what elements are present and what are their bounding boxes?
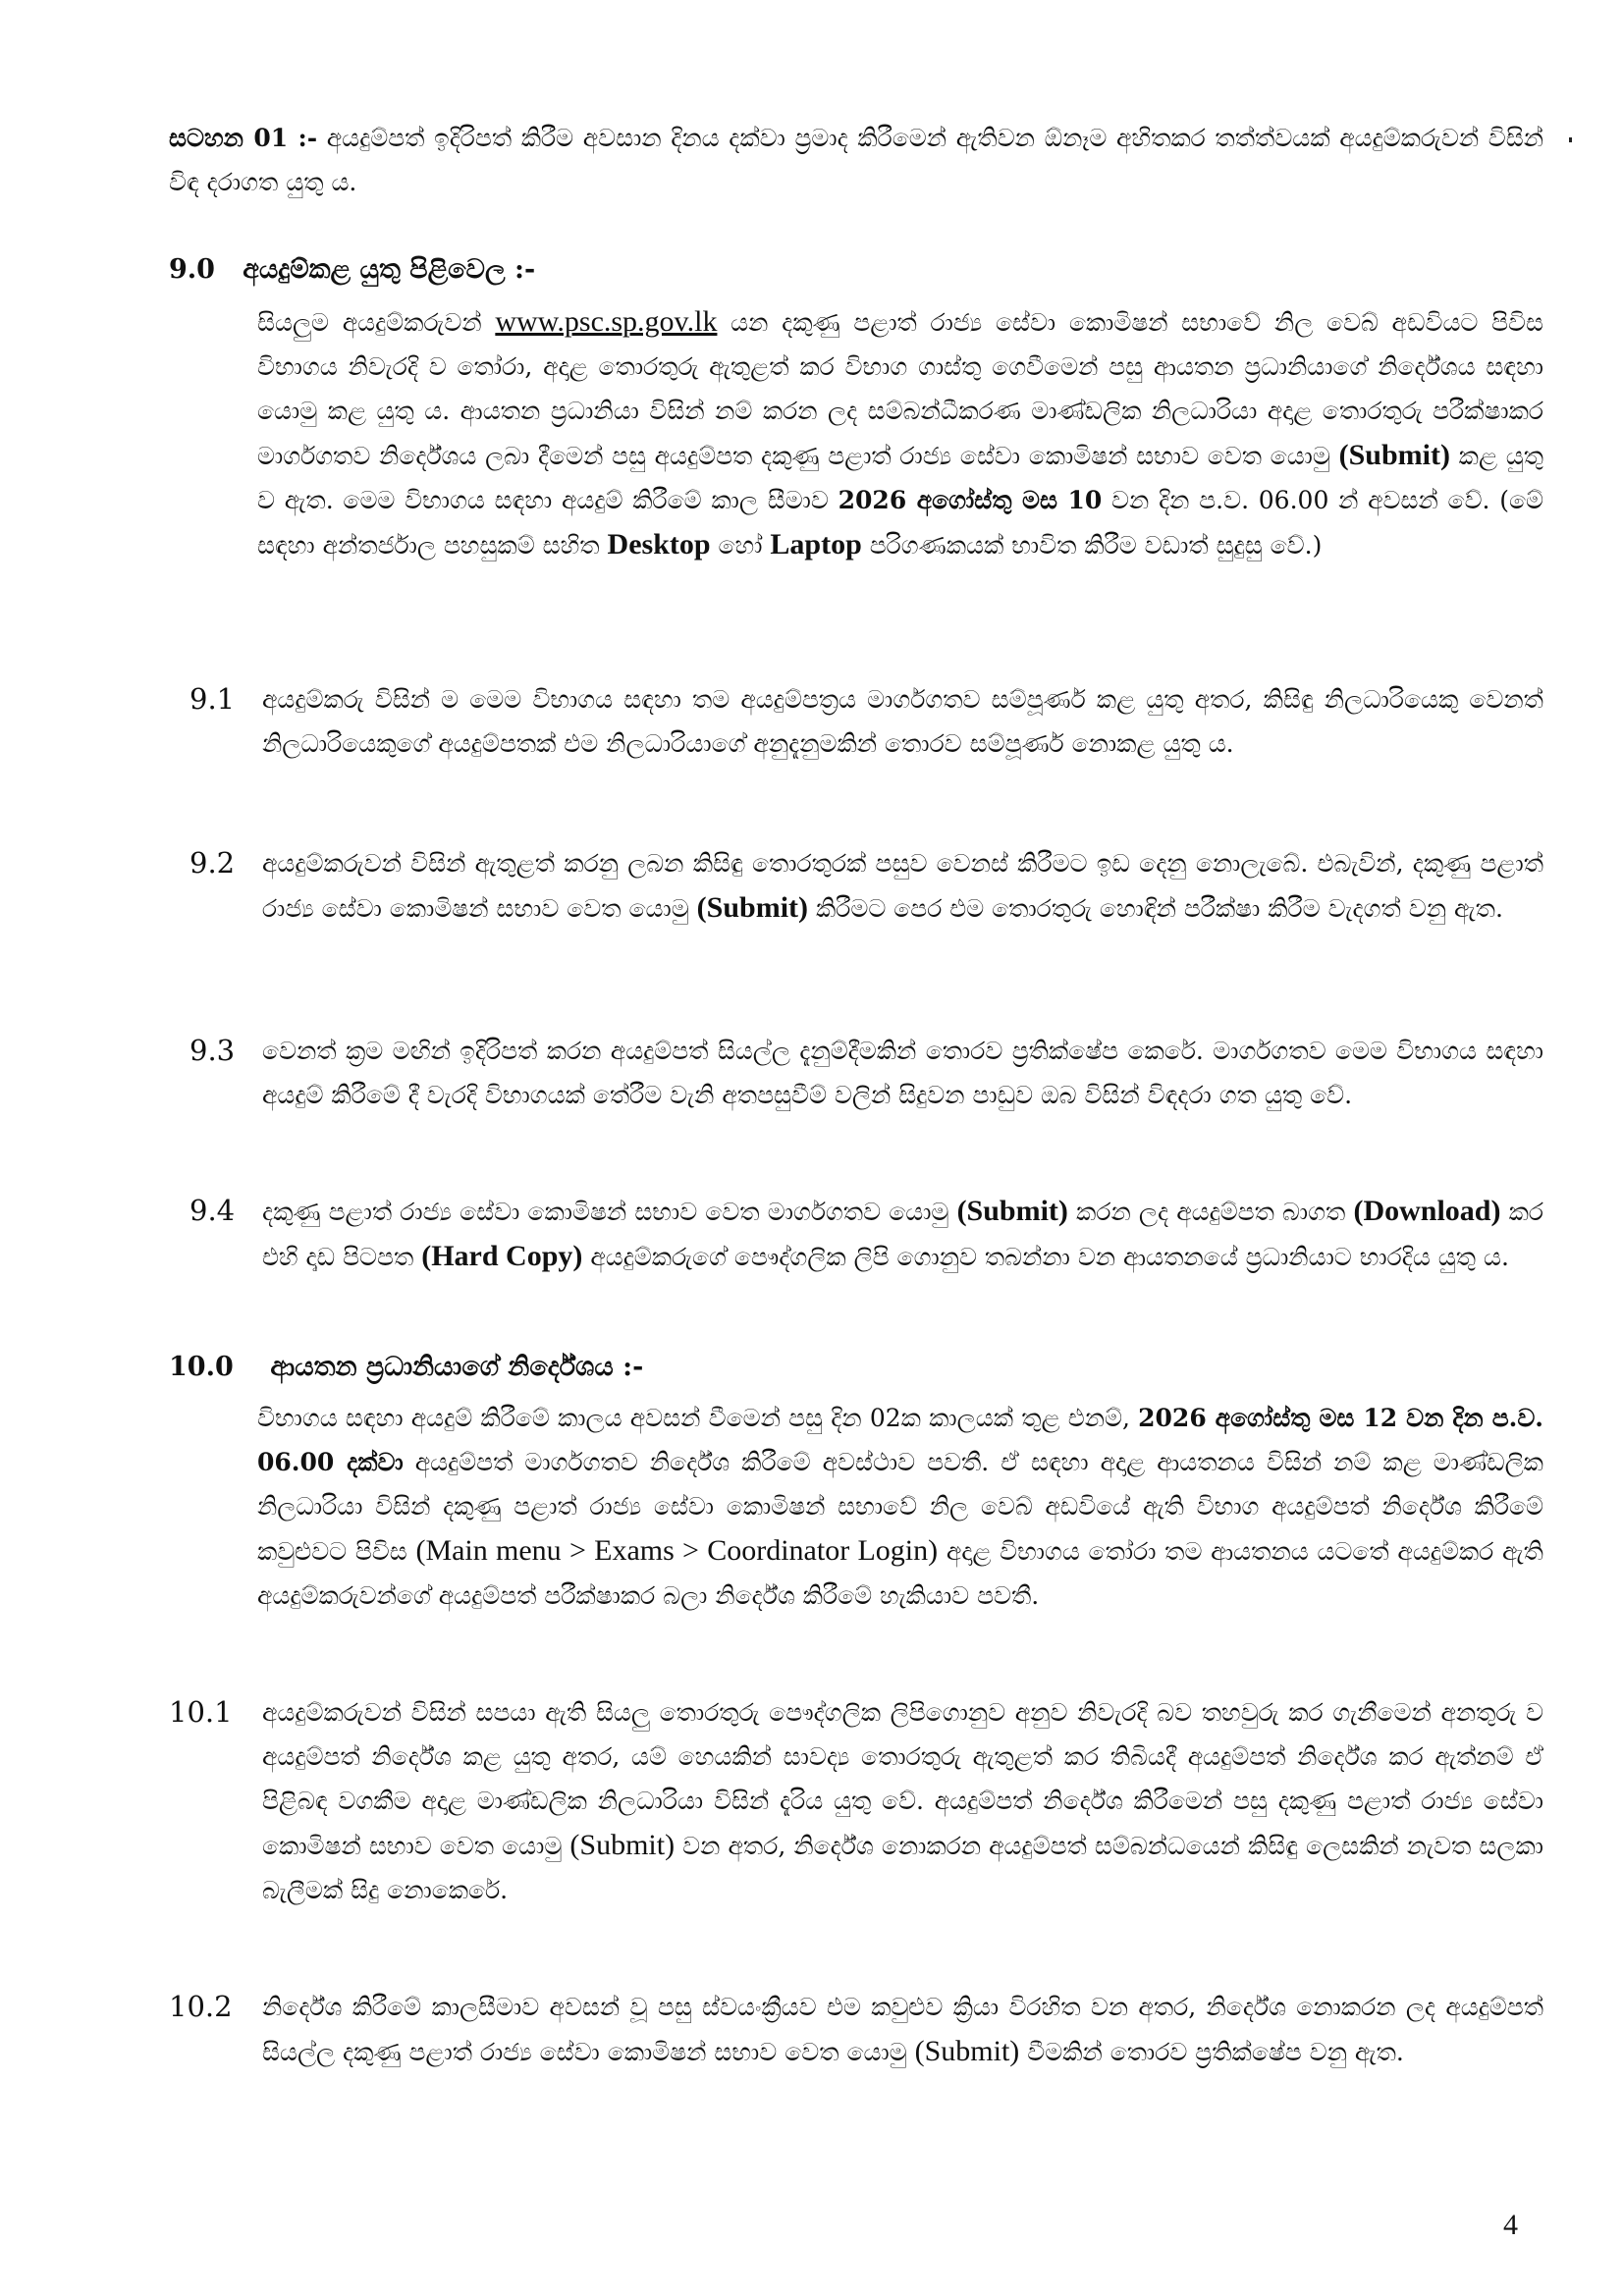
desktop-term: Desktop xyxy=(607,528,711,561)
scan-mark xyxy=(1569,137,1572,142)
section-10-text-1: විභාගය සඳහා අයදුම් කිරීමේ කාලය අවසන් වීමෙන් පසු දින 02ක කාලයක් තුළ එනම්, xyxy=(257,1404,1139,1432)
submit-term: (Submit) xyxy=(914,2035,1020,2067)
section-10-1-text-2: වන අතර, නිර්දේශ නොකරන අයදුම්පත් සම්බන්ධයෙන් කිසිඳු ලෙසකින් නැවත සලකා බැලීමක් සිදු නොකෙරේ. xyxy=(262,1832,1544,1904)
section-9-title: අයදුම්කළ යුතු පිළිවෙල :- xyxy=(243,254,536,285)
section-10-number: 10.0 xyxy=(169,1352,234,1382)
laptop-term: Laptop xyxy=(770,528,862,561)
psc-website-link[interactable]: www.psc.sp.gov.lk xyxy=(495,305,718,338)
section-9-4-text xyxy=(262,1189,1543,1279)
submit-term: (Submit) xyxy=(956,1195,1068,1227)
section-10-heading xyxy=(169,1345,643,1389)
section-10-1-number: 10.1 xyxy=(169,1695,233,1729)
application-deadline: 2026 අගෝස්තු මස 10 xyxy=(838,486,1103,514)
submit-term: (Submit) xyxy=(569,1829,676,1861)
page-number: 4 xyxy=(1503,2209,1518,2241)
download-term: (Download) xyxy=(1353,1195,1501,1227)
section-9-1-number: 9.1 xyxy=(189,682,236,716)
section-9-4-text-3: කර එහි දෘඩ පිටපත xyxy=(262,1198,1544,1271)
recommendation-deadline: 2026 අගෝස්තු මස 12 වන දින ප.ව. 06.00 දක්වා xyxy=(257,1404,1543,1476)
section-9-text-6: පරිගණකයක් භාවිත කිරීම වඩාත් සුදුසු වේ.) xyxy=(861,531,1323,560)
section-10-2-text xyxy=(262,1985,1543,2074)
section-9-4-text-1: දකුණු පළාත් රාජ්‍ය සේවා කොමිෂන් සභාව වෙත මාර්ගගතව යොමු xyxy=(262,1198,957,1226)
note-label: සටහන 01 :- xyxy=(169,124,318,152)
submit-term: (Submit) xyxy=(1338,439,1450,471)
menu-path: (Main menu > Exams > Coordinator Login) xyxy=(415,1534,939,1567)
section-9-4-number: 9.4 xyxy=(189,1194,236,1227)
section-10-2-number: 10.2 xyxy=(169,1990,233,2023)
section-9-heading xyxy=(169,247,535,292)
section-9-body xyxy=(257,299,1543,567)
section-9-text-4: වන දින ප.ව. 06.00 න් අවසන් වේ. (මේ සඳහා අන්තර්ජාල පහසුකම් සහිත xyxy=(257,486,1544,560)
section-9-3-number: 9.3 xyxy=(189,1034,236,1067)
section-9-number: 9.0 xyxy=(169,254,215,285)
section-10-1-text xyxy=(262,1690,1543,1912)
section-10-text-3: අදාළ විභාගය තෝරා තම ආයතනය යටතේ අයදුම්කර ඇති අයදුම්කරුවන්ගේ අයදුම්පත් පරීක්ෂාකර බලා නිර්දේශ කිරීමේ හැකියාව පවතී. xyxy=(257,1537,1543,1610)
section-9-4-text-4: අයදුම්කරුගේ පෞද්ගලික ලිපි ගොනුව තබන්නා වන ආයතනයේ ප්‍රධානියාට භාරදිය යුතු ය. xyxy=(582,1243,1509,1271)
section-9-text-5: හෝ xyxy=(710,531,771,560)
section-9-text-3: කළ යුතු ව ඇත. මෙම විභාගය සඳහා අයදුම් කිරීමේ කාල සීමාව xyxy=(257,442,1543,514)
section-10-body xyxy=(257,1396,1543,1618)
section-9-2-text-2: කිරීමට පෙර එම තොරතුරු හොඳින් පරීක්ෂා කිරීම වැදගත් වනු ඇත. xyxy=(808,894,1503,923)
section-10-2-text-2: වීමකින් තොරව ප්‍රතික්ෂේප වනු ඇත. xyxy=(1019,2038,1404,2066)
section-9-1-text: අයදුම්කරු විසින් ම මෙම විභාගය සඳහා තම අයදුම්පත්‍රය මාර්ගගතව සම්පූර්ණ කළ යුතු අතර, කිසිඳු නිලධාරියෙකු වෙනත් නිලධාරියෙකුගේ අයදුම්පතක් එම නිලධාරියාගේ අනුදැනුමකින් තොරව සම්පූර්ණ නොකළ යුතු ය. xyxy=(262,685,1543,758)
note-text: අයදුම්පත් ඉදිරිපත් කිරීම අවසාන දිනය දක්වා ප්‍රමාද කිරීමෙන් ඇතිවන ඕනෑම අහිතකර තත්ත්වයක් අයදුම්කරුවන් විසින් විඳ දරාගත යුතු ය. xyxy=(169,124,1544,196)
hard-copy-term: (Hard Copy) xyxy=(421,1240,583,1272)
section-9-3-text: වෙනත් ක්‍රම මඟින් ඉදිරිපත් කරන අයදුම්පත් සියල්ල දැනුම්දීමකින් තොරව ප්‍රතික්ෂේප කෙරේ. මාර්ගගතව මෙම විභාගය සඳහා අයදුම් කිරීමේ දී වැරදි විභාගයක් තේරීම වැනි අතපසුවීම් වලින් සිදුවන පාඩුව ඔබ විසින් විඳදරා ගත යුතු වේ. xyxy=(262,1037,1543,1109)
section-9-2-text-1: අයදුම්කරුවන් විසින් ඇතුළත් කරනු ලබන කිසිඳු තොරතුරක් පසුව වෙනස් කිරීමට ඉඩ දෙනු නොලැබේ. එබැවින්, දකුණු පළාත් රාජ්‍ය සේවා කොමිෂන් සභාව වෙත යොමු xyxy=(262,849,1543,923)
section-10-text-2: අයදුම්පත් මාර්ගගතව නිර්දේශ කිරීමේ අවස්ථාව පවතී. ඒ සඳහා අදාළ ආයතනය විසින් නම් කළ මාණ්ඩලික නිලධාරියා විසින් දකුණු පළාත් රාජ්‍ය සේවා කොමිෂන් සභාවේ නිල වෙබ් අඩවියේ ඇති විභාග අයදුම්පත් නිර්දේශ කිරීමේ කවුළුවට පිවිස xyxy=(257,1448,1543,1566)
section-9-2-text xyxy=(262,841,1543,931)
section-10-title: ආයතන ප්‍රධානියාගේ නිර්දේශය :- xyxy=(270,1352,644,1382)
section-9-text-2: යන දකුණු පළාත් රාජ්‍ය සේවා කොමිෂන් සභාවේ නිල වෙබ් අඩවියට පිවිස විභාගය නිවැරදි ව තෝරා, අදාළ තොරතුරු ඇතුළත් කර විභාග ගාස්තු ගෙවීමෙන් පසු ආයතන ප්‍රධානියාගේ නිර්දේශය සඳහා යොමු කළ යුතු ය. ආයතන ප්‍රධානියා විසින් නම් කරන ලද සම්බන්ධීකරණ මාණ්ඩලික නිලධාරියා අදාළ තොරතුරු පරීක්ෂාකර මාර්ගගතව නිර්දේශය ලබා දීමෙන් පසු අයදුම්පත දකුණු පළාත් රාජ්‍ය සේවා කොමිෂන් සභාව වෙත යොමු xyxy=(257,308,1543,470)
note-01 xyxy=(169,116,1543,204)
section-10-1-text-1: අයදුම්කරුවන් විසින් සපයා ඇති සියලු තොරතුරු පෞද්ගලික ලිපිගොනුව අනුව නිවැරදි බව තහවුරු කර ගැනීමෙන් අනතුරු ව අයදුම්පත් නිර්දේශ කළ යුතු අතර, යම් හෙයකින් සාවද්‍ය තොරතුරු ඇතුළත් කර තිබියදී අයදුම්පත් නිර්දේශ කර ඇත්නම් ඒ පිළිබඳ වගකීම අදාළ මාණ්ඩලික නිලධාරියා විසින් දැරිය යුතු වේ. අයදුම්පත් නිර්දේශ කිරීමෙන් පසු දකුණු පළාත් රාජ්‍ය සේවා කොමිෂන් සභාව වෙත යොමු xyxy=(262,1698,1543,1860)
section-9-4-text-2: කරන ලද අයදුම්පත බාගත xyxy=(1067,1198,1354,1226)
section-10-2-text-1: නිර්දේශ කිරීමේ කාලසීමාව අවසන් වූ පසු ස්වයංක්‍රීයව එම කවුළුව ක්‍රියා විරහිත වන අතර, නිර්දේශ නොකරන ලද අයදුම්පත් සියල්ල දකුණු පළාත් රාජ්‍ය සේවා කොමිෂන් සභාව වෙත යොමු xyxy=(262,1993,1543,2066)
section-9-text-1: සියලුම අයදුම්කරුවන් xyxy=(257,308,496,337)
submit-term: (Submit) xyxy=(696,891,809,924)
section-9-2-number: 9.2 xyxy=(189,846,236,880)
